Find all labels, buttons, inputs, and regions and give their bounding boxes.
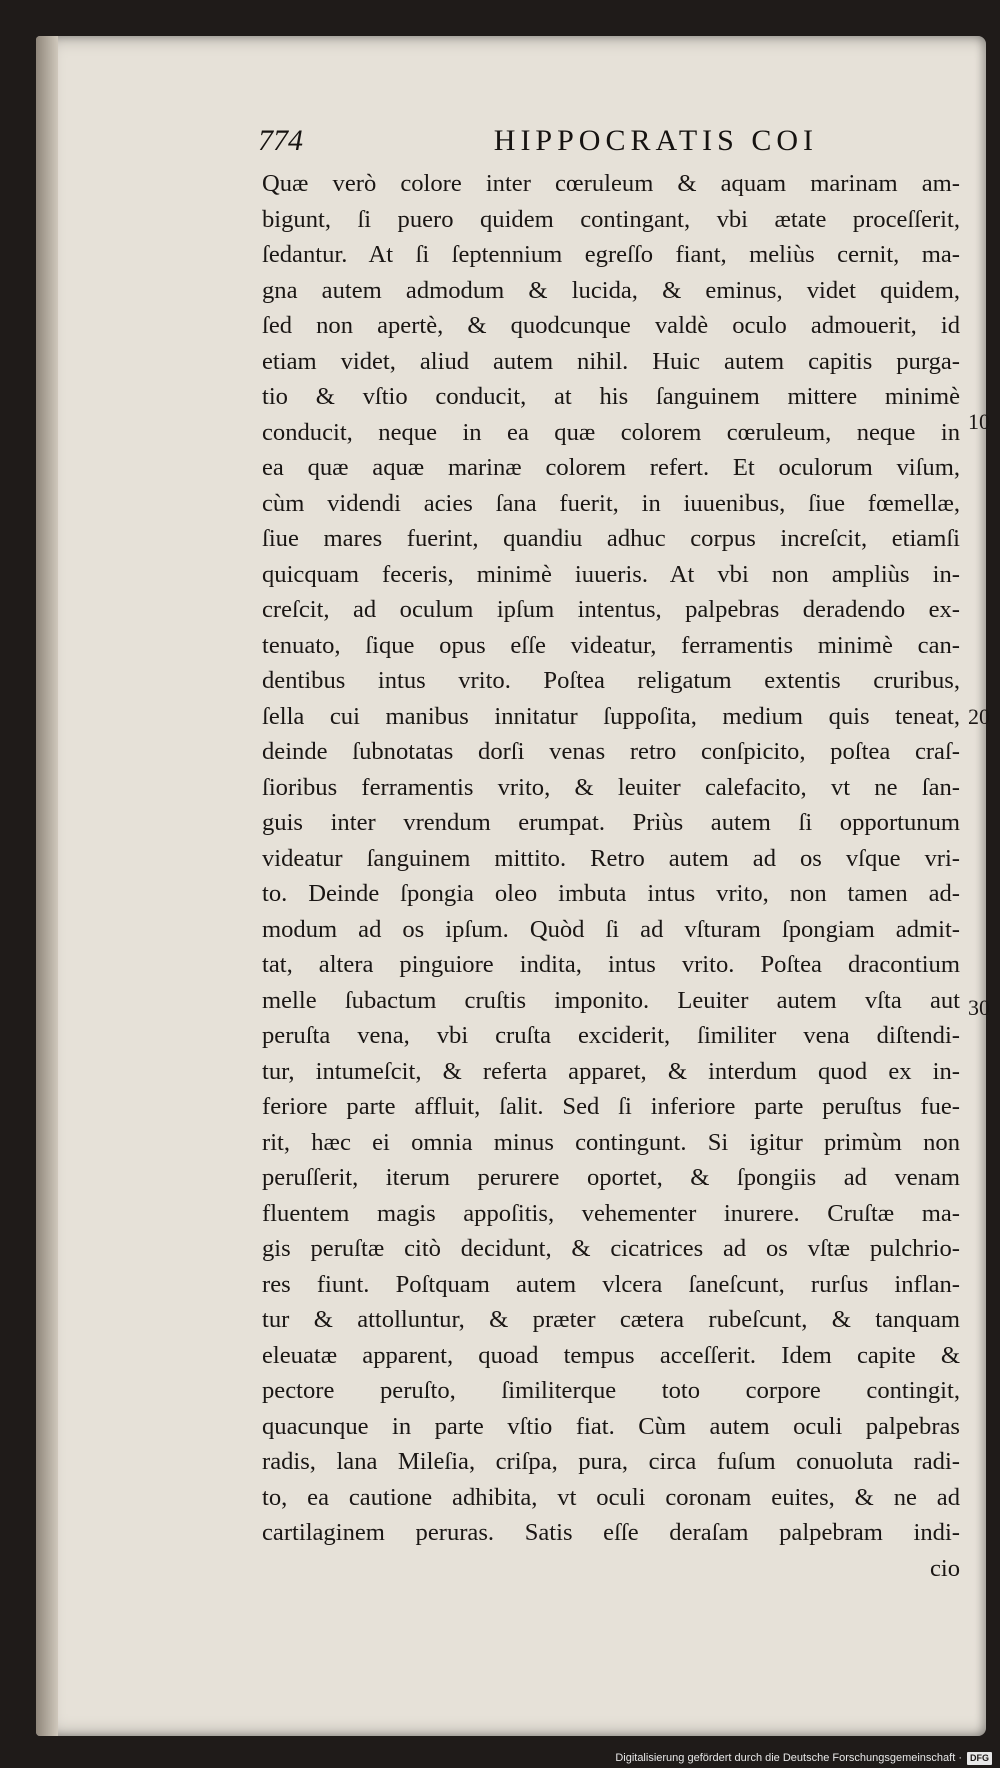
- dfg-logo: DFG: [967, 1752, 992, 1765]
- text-line: to, ea cautione adhibita, vt oculi coronam euites, & ne ad: [262, 1483, 960, 1511]
- text-line: videatur ſanguinem mittito. Retro autem ad os vſque vri-: [262, 844, 960, 872]
- text-line: quacunque in parte vſtio fiat. Cùm autem oculi palpebras: [262, 1412, 960, 1440]
- text-line: res fiunt. Poſtquam autem vlcera ſaneſcunt, rurſus inflan-: [262, 1270, 960, 1298]
- text-line: etiam videt, aliud autem nihil. Huic autem capitis purga-: [262, 347, 960, 375]
- text-line: radis, lana Mileſia, criſpa, pura, circa fuſum conuoluta radi-: [262, 1448, 960, 1475]
- text-line: fluentem magis appoſitis, vehementer inurere. Cruſtæ ma-: [262, 1199, 960, 1227]
- text-line: ſiue mares fuerint, quandiu adhuc corpus increſcit, etiamſi: [262, 525, 960, 552]
- running-head: HIPPOCRATIS COI: [493, 124, 818, 157]
- margin-line-number: 10: [968, 409, 990, 434]
- text-line: cùm videndi acies ſana fuerit, in iuuenibus, ſiue fœmellæ,: [262, 489, 960, 517]
- text-line: quicquam feceris, minimè iuueris. At vbi non ampliùs in-: [262, 560, 960, 588]
- text-line: guis inter vrendum erumpat. Priùs autem ſi opportunum: [262, 809, 960, 836]
- text-line: gna autem admodum & lucida, & eminus, videt quidem,: [262, 276, 960, 304]
- text-line: feriore parte affluit, ſalit. Sed ſi inferiore parte peruſtus fue-: [262, 1093, 960, 1120]
- text-line: tur, intumeſcit, & referta apparet, & interdum quod ex in-: [262, 1057, 960, 1085]
- margin-line-number: 30: [968, 995, 990, 1020]
- page-number: 774: [258, 124, 303, 157]
- text-line: ſedantur. At ſi ſeptennium egreſſo fiant, meliùs cernit, ma-: [262, 241, 960, 268]
- text-line: Quæ verò colore inter cœruleum & aquam marinam am-: [262, 170, 960, 197]
- page-gutter-shadow: [36, 36, 58, 1736]
- text-line: melle ſubactum cruſtis imponito. Leuiter autem vſta aut: [262, 986, 960, 1014]
- text-line: ea quæ aquæ marinæ colorem refert. Et oculorum viſum,: [262, 454, 960, 481]
- text-line: peruſta vena, vbi cruſta exciderit, ſimiliter vena diſtendi-: [262, 1022, 960, 1049]
- text-line: gis peruſtæ citò decidunt, & cicatrices ad os vſtæ pulchrio-: [262, 1235, 960, 1262]
- text-line: eleuatæ apparent, quoad tempus acceſſerit. Idem capite &: [262, 1341, 960, 1369]
- text-line: pectore peruſto, ſimiliterque toto corpore contingit,: [262, 1377, 960, 1404]
- text-line: deinde ſubnotatas dorſi venas retro conſpicito, poſtea craſ-: [262, 738, 960, 765]
- text-line: bigunt, ſi puero quidem contingant, vbi ætate proceſſerit,: [262, 205, 960, 233]
- text-line: conducit, neque in ea quæ colorem cœruleum, neque in: [262, 418, 960, 446]
- text-line: peruſſerit, iterum perurere oportet, & ſpongiis ad venam: [262, 1164, 960, 1191]
- text-line: creſcit, ad oculum ipſum intentus, palpebras deradendo ex-: [262, 596, 960, 623]
- text-line: modum ad os ipſum. Quòd ſi ad vſturam ſpongiam admit-: [262, 915, 960, 943]
- text-line: tio & vſtio conducit, at his ſanguinem mittere minimè: [262, 383, 960, 410]
- text-line: ſioribus ferramentis vrito, & leuiter calefacito, vt ne ſan-: [262, 773, 960, 801]
- body-text: [262, 166, 960, 1586]
- text-line: to. Deinde ſpongia oleo imbuta intus vrito, non tamen ad-: [262, 880, 960, 907]
- text-line: cartilaginem peruras. Satis eſſe deraſam palpebram indi-: [262, 1519, 960, 1546]
- text-line: tenuato, ſique opus eſſe videatur, ferramentis minimè can-: [262, 631, 960, 659]
- credit-text: Digitalisierung gefördert durch die Deutsche Forschungsgemeinschaft ·: [615, 1752, 962, 1764]
- page-header: [258, 124, 818, 164]
- text-line: ſed non apertè, & quodcunque valdè oculo admouerit, id: [262, 312, 960, 339]
- text-line: dentibus intus vrito. Poſtea religatum extentis cruribus,: [262, 667, 960, 694]
- text-line: tat, altera pinguiore indita, intus vrito. Poſtea dracontium: [262, 951, 960, 978]
- text-line: tur & attolluntur, & præter cætera rubeſcunt, & tanquam: [262, 1306, 960, 1333]
- text-line: ſella cui manibus innitatur ſuppoſita, medium quis teneat,: [262, 702, 960, 730]
- text-line: rit, hæc ei omnia minus contingunt. Si igitur primùm non: [262, 1128, 960, 1156]
- margin-line-number: 20: [968, 704, 990, 729]
- digitization-credit: [600, 1750, 992, 1766]
- catchword: cio: [929, 1554, 960, 1582]
